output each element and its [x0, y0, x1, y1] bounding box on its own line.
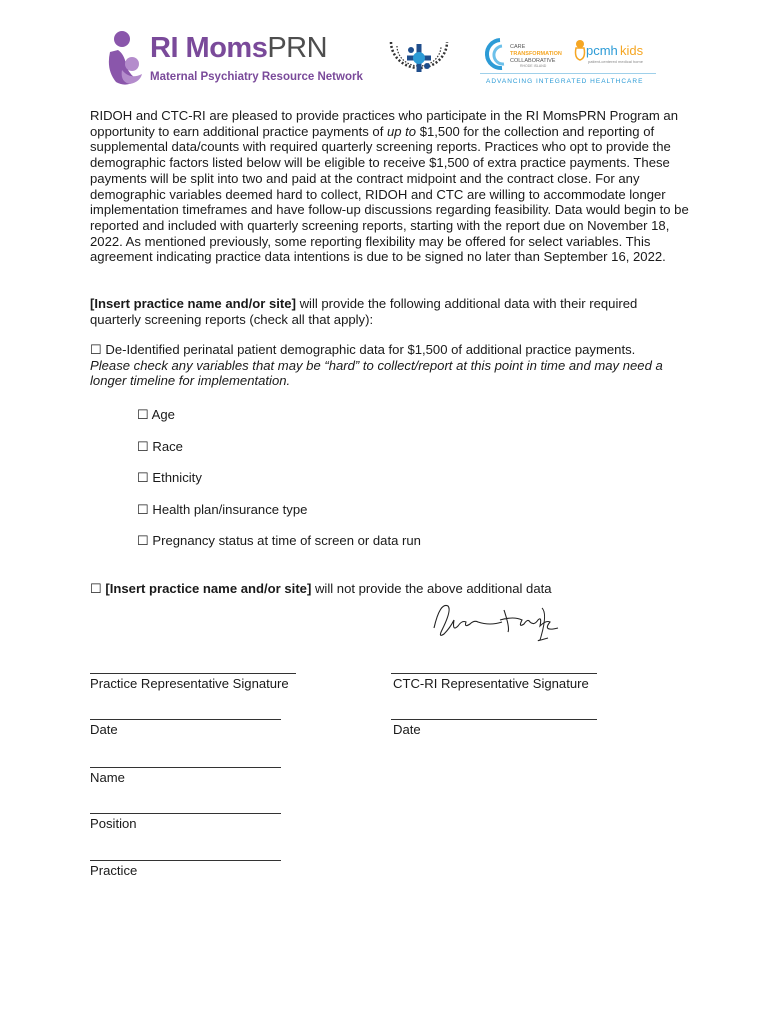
moms-title: RI MomsPRN [150, 32, 328, 64]
moms-subtitle: Maternal Psychiatry Resource Network [150, 71, 363, 83]
intro-paragraph: RIDOH and CTC-RI are pleased to provide practices who participate in the RI MomsPRN Program an opportunity to earn additional practice payments of up to $1,500 for the collection and reporting of supplemental data/counts with required quarterly screening reports. Practices who opt to provide the demographic factors listed below will be eligible to receive $1,500 of extra practice payments. These payments will be split into two and paid at the contract midpoint and the contract close. For any demographic variables deemed hard to collect, RIDOH and CTC are willing to accommodate longer implementation timeframes and have follow-up discussions regarding feasibility. Data would begin to be reported and included with quarterly screening reports, starting with the report due on November 18, 2022. As mentioned previously, some reporting flexibility may be offered for select variables. This agreement indicating practice data intentions is due to be signed no later than September 16, 2022. [90, 108, 689, 265]
ctc-swirl-icon [480, 36, 656, 72]
practice-rep-signature-label: Practice Representative Signature [90, 676, 289, 691]
deidentified-data-option[interactable]: ☐ De-Identified perinatal patient demographic data for $1,500 of additional practice payments. Please check any variables that may be “hard” to collect/report at this point in time and may need a longer timeline for implementation. [90, 342, 663, 389]
svg-text:pcmh: pcmh [586, 43, 618, 58]
practice-name-placeholder: [Insert practice name and/or site] [90, 296, 296, 311]
position-label: Position [90, 816, 137, 831]
checkbox-ethnicity[interactable]: ☐ Ethnicity [137, 470, 202, 485]
ctc-tagline: ADVANCING INTEGRATED HEALTHCARE [486, 78, 644, 85]
practice-line[interactable] [90, 860, 281, 861]
ctc-pcmh-kids-logo [480, 36, 656, 88]
date-right-label: Date [393, 722, 421, 737]
ri-department-of-health-seal [387, 34, 451, 86]
svg-text:TRANSFORMATION: TRANSFORMATION [510, 51, 562, 57]
name-line[interactable] [90, 767, 281, 768]
decline-option[interactable]: ☐ [Insert practice name and/or site] will not provide the above additional data [90, 581, 552, 596]
mother-child-icon [104, 30, 146, 86]
svg-text:COLLABORATIVE: COLLABORATIVE [510, 58, 556, 64]
name-label: Name [90, 770, 125, 785]
svg-text:CARE: CARE [510, 44, 526, 50]
svg-text:patient-centered medical home: patient-centered medical home [588, 59, 643, 64]
svg-text:kids: kids [620, 43, 644, 58]
ctc-rep-signature-label: CTC-RI Representative Signature [393, 676, 589, 691]
checkbox-age[interactable]: ☐ Age [137, 407, 175, 422]
checkbox-race[interactable]: ☐ Race [137, 439, 183, 454]
date-right-line[interactable] [391, 719, 597, 720]
date-left-label: Date [90, 722, 118, 737]
practice-rep-signature-line[interactable] [90, 673, 296, 674]
ctc-divider [480, 73, 656, 74]
position-line[interactable] [90, 813, 281, 814]
ri-momsprn-logo [104, 30, 366, 88]
checkbox-pregnancy-status[interactable]: ☐ Pregnancy status at time of screen or data run [137, 533, 421, 548]
ctc-rep-signature-line[interactable] [391, 673, 597, 674]
ctc-handwritten-signature [430, 598, 562, 644]
deid-instruction: Please check any variables that may be “hard” to collect/report at this point in time and may need a longer timeline for implementation. [90, 357, 663, 389]
practice-label: Practice [90, 863, 138, 878]
date-left-line[interactable] [90, 719, 281, 720]
svg-text:RHODE ISLAND: RHODE ISLAND [520, 64, 547, 68]
checkbox-health-plan[interactable]: ☐ Health plan/insurance type [137, 502, 308, 517]
provide-statement: [Insert practice name and/or site] will provide the following additional data with their required quarterly screening reports (check all that apply): [90, 296, 638, 327]
